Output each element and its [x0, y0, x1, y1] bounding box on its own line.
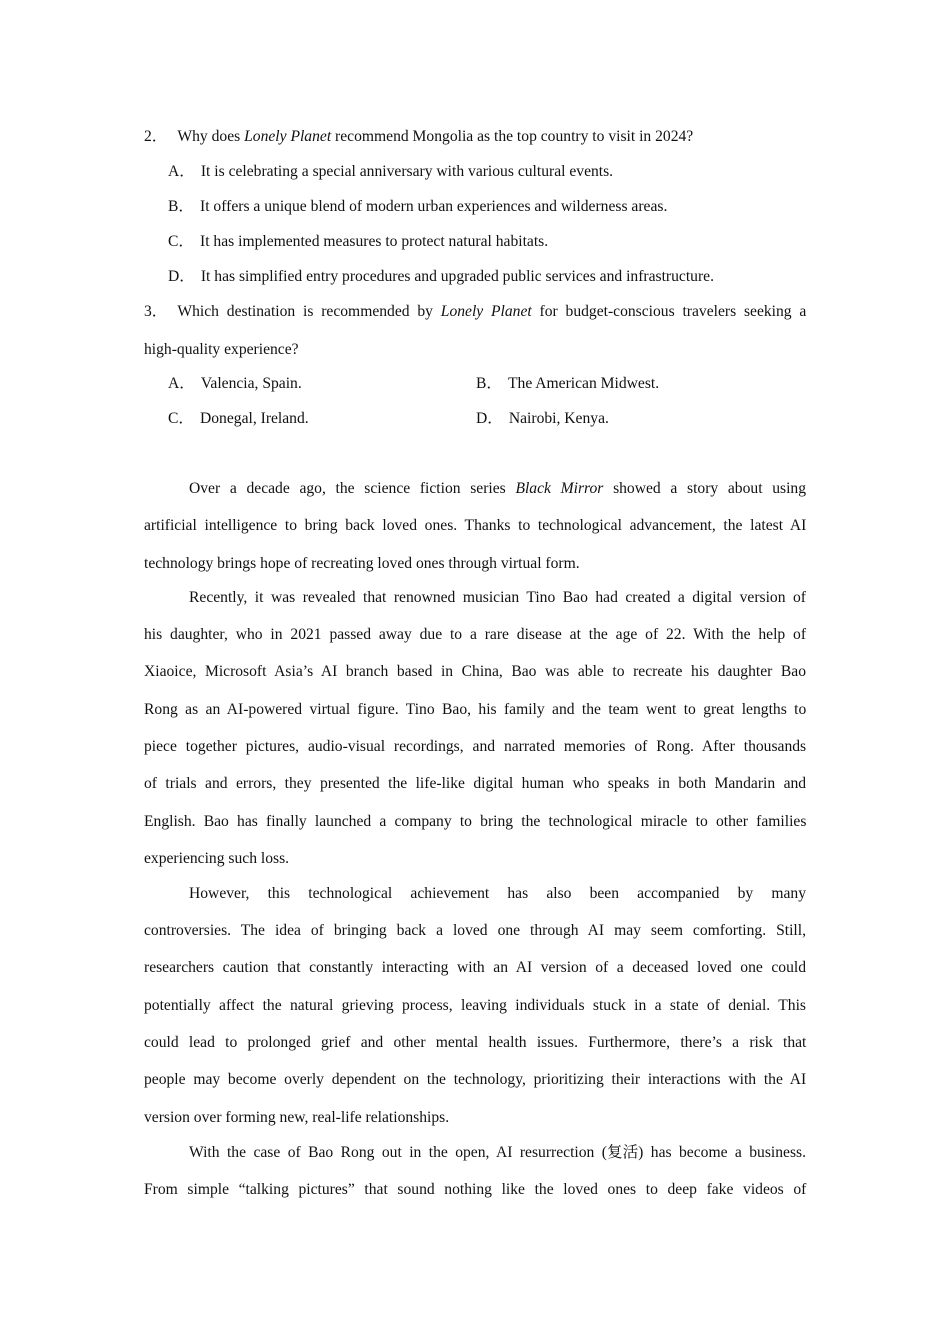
passage-line: English. Bao has finally launched a company to bring the technological miracle to other families — [144, 813, 807, 830]
passage-line: researchers caution that constantly interacting with an AI version of a deceased loved one could — [144, 959, 806, 976]
stem-text: Why does — [177, 128, 245, 145]
passage-text: Over a decade ago, the science fiction series — [189, 480, 516, 497]
option-letter: C． — [168, 233, 194, 250]
option-letter: A． — [168, 163, 195, 180]
passage-line: version over forming new, real-life relationships. — [144, 1109, 450, 1126]
option-c[interactable] — [168, 232, 548, 252]
passage-line: piece together pictures, audio-visual recordings, and narrated memories of Rong. After thousands — [144, 738, 807, 755]
option-d[interactable] — [168, 267, 714, 287]
passage-line: Rong as an AI-powered virtual figure. Tino Bao, his family and the team went to great lengths to — [144, 701, 807, 718]
question-2-stem — [144, 127, 693, 147]
option-text: Valencia, Spain. — [200, 375, 302, 392]
passage-line — [189, 479, 806, 499]
passage-line: experiencing such loss. — [144, 850, 290, 867]
question-number: 2． — [144, 128, 168, 145]
option-text: It has implemented measures to protect natural habitats. — [200, 233, 549, 250]
passage-italic: Black Mirror — [515, 480, 604, 497]
option-letter: B． — [476, 375, 502, 392]
stem-italic: Lonely Planet — [244, 128, 332, 145]
passage-line: technology brings hope of recreating loved ones through virtual form. — [144, 555, 580, 572]
option-c[interactable] — [168, 409, 309, 429]
passage-line: controversies. The idea of bringing back a loved one through AI may seem comforting. Still, — [144, 922, 806, 939]
option-text: It offers a unique blend of modern urban experiences and wilderness areas. — [200, 198, 668, 215]
passage-line: However, this technological achievement has also been accompanied by many — [189, 885, 806, 902]
stem-text: for budget-conscious travelers seeking a — [531, 303, 807, 320]
stem-text: recommend Mongolia as the top country to visit in 2024? — [331, 128, 694, 145]
passage-line: people may become overly dependent on the technology, prioritizing their interactions with the AI — [144, 1071, 807, 1088]
passage-text: showed a story about using — [603, 480, 807, 497]
passage-line: of trials and errors, they presented the life-like digital human who speaks in both Mandarin and — [144, 775, 807, 792]
option-text: It is celebrating a special anniversary with various cultural events. — [200, 163, 614, 180]
option-b[interactable] — [476, 374, 659, 394]
passage-line: Recently, it was revealed that renowned musician Tino Bao had created a digital version of — [189, 589, 806, 606]
option-letter: D． — [476, 410, 503, 427]
passage-line: could lead to prolonged grief and other mental health issues. Furthermore, there’s a risk that — [144, 1034, 807, 1051]
option-d[interactable] — [476, 409, 609, 429]
stem-italic: Lonely Planet — [440, 303, 532, 320]
passage-line: With the case of Bao Rong out in the open, AI resurrection (复活) has become a business. — [189, 1144, 806, 1161]
passage-line: artificial intelligence to bring back loved ones. Thanks to technological advancement, the latest AI — [144, 517, 807, 534]
passage-line: From simple “talking pictures” that sound nothing like the loved ones to deep fake videos of — [144, 1181, 807, 1198]
option-text: Nairobi, Kenya. — [508, 410, 609, 427]
option-b[interactable] — [168, 197, 667, 217]
option-text: It has simplified entry procedures and upgraded public services and infrastructure. — [200, 268, 714, 285]
option-a[interactable] — [168, 374, 302, 394]
question-number: 3． — [144, 303, 168, 320]
option-letter: B． — [168, 198, 194, 215]
option-letter: A． — [168, 375, 195, 392]
passage-line: his daughter, who in 2021 passed away due to a rare disease at the age of 22. With the help of — [144, 626, 807, 643]
passage-line: potentially affect the natural grieving process, leaving individuals stuck in a state of denial. This — [144, 997, 806, 1014]
option-a[interactable] — [168, 162, 613, 182]
stem-text: Which destination is recommended by — [177, 303, 441, 320]
option-text: The American Midwest. — [508, 375, 660, 392]
option-letter: D． — [168, 268, 195, 285]
question-3-stem — [144, 302, 806, 322]
question-3-stem-line2: high-quality experience? — [144, 341, 299, 358]
passage-line: Xiaoice, Microsoft Asia’s AI branch based in China, Bao was able to recreate his daughter Bao — [144, 663, 807, 680]
option-letter: C． — [168, 410, 194, 427]
option-text: Donegal, Ireland. — [200, 410, 309, 427]
